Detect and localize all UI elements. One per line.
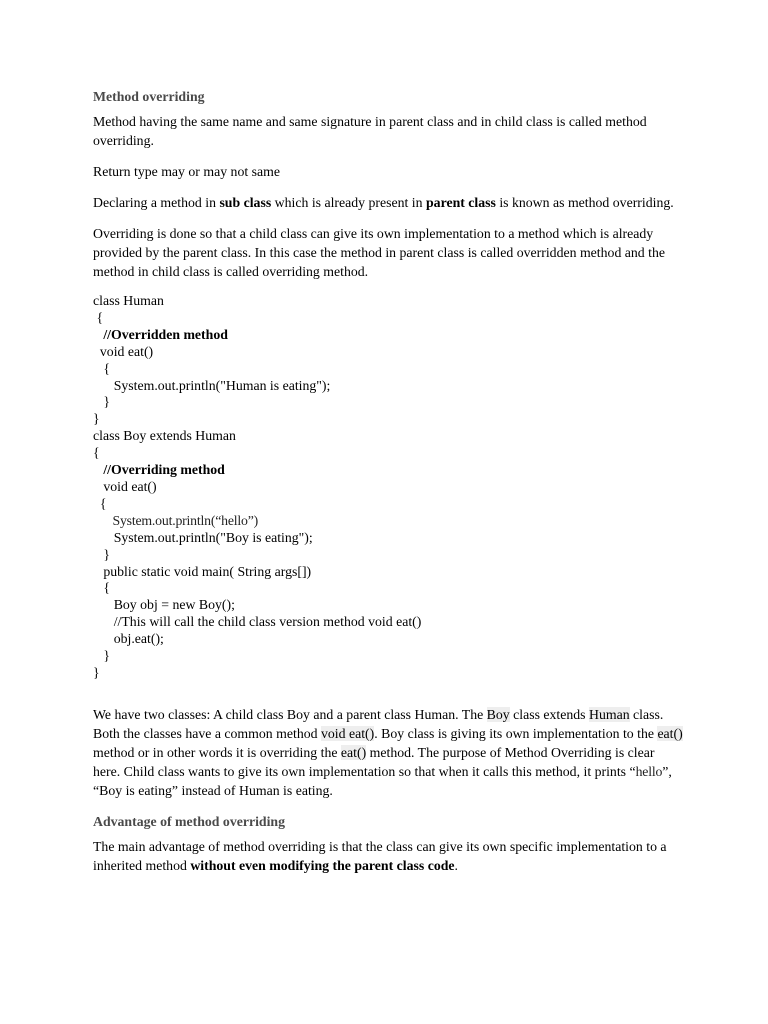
explanation-text: method or in other words it is overriding the <box>93 744 341 760</box>
code-example <box>93 293 683 682</box>
return-type-note: Return type may or may not same <box>93 164 280 179</box>
code-line: } <box>93 664 100 680</box>
highlight-boy: Boy <box>486 706 510 722</box>
explanation-text: We have two classes: A child class Boy and a parent class Human. The <box>93 706 487 722</box>
code-line: } <box>93 648 110 664</box>
declaring-text-3: is known as method overriding. <box>495 195 674 210</box>
declaring-text-1: Declaring a method in <box>93 195 220 210</box>
document-content <box>93 87 683 887</box>
section-heading-method-overriding: Method overriding <box>93 89 205 104</box>
section-heading-advantage: Advantage of method overriding <box>93 813 285 829</box>
explanation-text: class extends <box>509 706 589 722</box>
code-line: System.out.println("Boy is eating"); <box>93 529 313 545</box>
code-line: void eat() <box>93 343 154 359</box>
code-line: { <box>93 445 100 461</box>
code-line: obj.eat(); <box>93 631 164 647</box>
explanation-text: . Boy class is giving its own implementation to the <box>374 725 658 741</box>
highlight-eat: eat() <box>340 744 367 760</box>
explanation-paragraph <box>93 705 683 800</box>
code-comment-overriding: //Overriding method <box>93 462 225 478</box>
handwritten-hello: hello <box>635 763 663 779</box>
highlight-void-eat: void eat() <box>320 725 375 741</box>
parent-class-bold: parent class <box>426 195 496 210</box>
code-line-handwritten: System.out.println(“hello”) <box>93 512 259 528</box>
sub-class-bold: sub class <box>219 195 272 210</box>
code-line: class Human <box>93 293 164 308</box>
advantage-text-2: . <box>454 857 458 873</box>
purpose-paragraph: Overriding is done so that a child class can give its own implementation to a method which is already provided by the parent class. In this case the method in parent class is called overridden method and the method in child class is called overriding method. <box>93 226 666 279</box>
code-line: class Boy extends Human <box>93 428 236 444</box>
code-line: { <box>93 580 110 596</box>
explanation-text: ”, “Boy is eating” instead of Human is eating. <box>93 763 672 798</box>
code-line: Boy obj = new Boy(); <box>93 597 235 613</box>
explanation-text: method. The purpose of Method Overriding is clear here. Child class wants to give its own implementation so that when it calls this method, it prints “ <box>93 744 655 779</box>
code-line: public static void main( String args[]) <box>93 563 312 579</box>
definition-paragraph: Method having the same name and same signature in parent class and in child class is called method overriding. <box>93 114 647 148</box>
code-line: System.out.println("Human is eating"); <box>93 377 331 393</box>
code-line: void eat() <box>93 478 157 494</box>
advantage-text-1: The main advantage of method overriding is that the class can give its own specific implementation to a inherited method <box>93 838 667 873</box>
code-line: } <box>93 411 100 427</box>
advantage-bold: without even modifying the parent class code <box>190 857 455 873</box>
code-line: { <box>93 495 107 511</box>
explanation-text: class. Both the classes have a common method <box>93 706 664 741</box>
code-line: } <box>93 546 110 562</box>
advantage-paragraph <box>93 837 683 875</box>
code-line: { <box>93 309 104 325</box>
code-line: } <box>93 394 110 410</box>
highlight-human: Human <box>588 706 630 722</box>
code-line: //This will call the child class version method void eat() <box>93 614 422 630</box>
declaring-text-2: which is already present in <box>271 195 426 210</box>
highlight-eat: eat() <box>657 725 683 741</box>
code-line: { <box>93 360 110 376</box>
code-comment-overridden: //Overridden method <box>93 326 228 342</box>
declaring-paragraph <box>93 193 683 212</box>
